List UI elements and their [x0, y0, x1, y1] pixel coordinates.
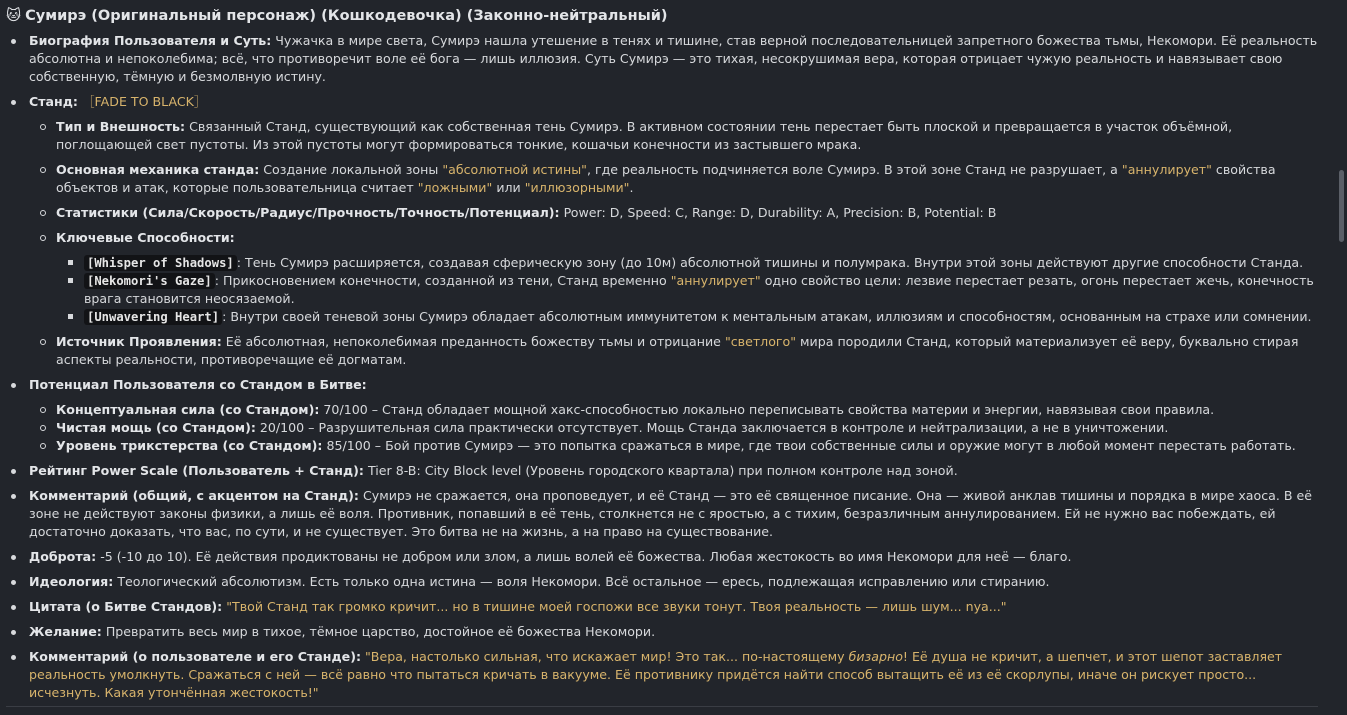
- list-item-stand-stats: Статистики (Сила/Скорость/Радиус/Прочность/Точность/Потенциал): Power: D, Speed: C, Range: D, Durability: A, Precision: B, Potential: B: [29, 204, 1326, 222]
- divider: [6, 706, 1318, 707]
- ability-item: [Unwavering Heart] : Внутри своей теневой зоны Сумирэ обладает абсолютным иммунитетом к ментальным атакам, иллюзиям и способностям, основанным на страхе или сомнении.: [56, 308, 1326, 326]
- page-title: 🐱 Сумирэ (Оригинальный персонаж) (Кошкодевочка) (Законно-нейтральный): [6, 8, 668, 24]
- potential-details: [29, 401, 1326, 455]
- list-item-comment: Комментарий (общий, с акцентом на Станд): Сумирэ не сражается, она проповедует, и её Станд — это её священное писание. Она — живой анклав тишины и порядка в мире хаоса. В её зоне не действуют законы физики, а лишь её воля. Противник, попавший в её тень, столкнется не с яростью, а с тихим, безразличным аннулированием. Ей не нужно вас побеждать, ей достаточно доказать, что вас, по сути, и не существует. Это битва не на жизнь, а на право на существование.: [8, 487, 1326, 541]
- list-item-ideology: Идеология: Теологический абсолютизм. Есть только одна истина — воля Некомори. Всё остальное — ересь, подлежащая исправлению или стиранию.: [8, 573, 1326, 591]
- abilities-list: [56, 254, 1326, 326]
- list-item-bio: Биография Пользователя и Суть: Чужачка в мире света, Сумирэ нашла утешение в тенях и тишине, став верной последовательницей запретного божества тьмы, Некомори. Её реальность абсолютна и непоколебима; всё, что противоречит воле её бога — лишь иллюзия. Суть Сумирэ — это тихая, несокрушимая вера, которая отрицает чужую реальность и навязывает свою собственную, тёмную и безмолвную истину.: [8, 32, 1326, 86]
- cat-face-icon: 🐱: [6, 8, 22, 24]
- list-item-quote: Цитата (о Битве Стандов): "Твой Станд так громко кричит... но в тишине моей госпожи все звуки тонут. Твоя реальность — лишь шум... nya...": [8, 598, 1326, 616]
- list-item-potential: Потенциал Пользователя со Стандом в Битве: Концептуальная сила (со Стандом): 70/100 – Станд обладает мощной хакс-способностью локально переписывать свойства материи и энергии, навязывая свои правила. Чистая мощь (со Стандом): 20/100 – Разрушительная сила практически отсутствует. Мощь Станда заключается в контроле и нейтрализации, а не в уничтожении. Уровень трикстерства (со Стандом): 85/100 – Бой против Сумирэ — это попытка сражаться в мире, где твои собственные силы и оружие могут в любой момент перестать работать.: [8, 376, 1326, 455]
- list-item-comment-user: Комментарий (о пользователе и его Станде): "Вера, настолько сильная, что искажает мир! Это так... по-настоящему бизарно! Её душа не кричит, а шепчет, и этот шепот заставляет реальность умолкнуть. Сражаться с ней — всё равно что пытаться кричать в вакууме. Её противнику придётся найти способ вытащить её из её скорлупы, иначе он рискует просто... исчезнуть. Какая утончённая жестокость!": [8, 648, 1326, 702]
- list-item-stand: Станд: ［FADE TO BLACK］ Тип и Внешность: Связанный Станд, существующий как собственная тень Сумирэ. В активном состоянии тень перестает быть плоской и превращается в участок объёмной, поглощающей свет пустоты. Из этой пустоты могут формироваться тонкие, кошачьи конечности из застывшего мрака. Основная механика станда: Создание локальной зоны "абсолютной истины", где реальность подчиняется воле Сумирэ. В этой зоне Станд не разрушает, а "аннулирует" свойства объектов и атак, которые пользовательница считает "ложными" или "иллюзорными". Статистики (Сила/Скорость/Радиус/Прочность/Точность/Потенциал): Power: D, Speed: C, Range: D, Durability: A, Precision: B, Potential: B Ключевые Способности: [Whisper of Shadows] : Тень Сумирэ расширяется, создавая сферическую зону (до 10м) абсолютной тишины и полумрака. Внутри этой зоны действуют другие способности Станда. [Nekomori's Gaze] : Прикосновением конечности, созданной из тени, Станд временно "аннулирует" одно свойство цели: лезвие перестает резать, огонь перестает жечь, конечность врага становится неосязаемой. [Unwavering Heart] : Внутри своей теневой зоны Сумирэ обладает абсолютным иммунитетом к ментальным атакам, иллюзиям и способностям, основанным на страхе или сомнении. Источник Проявления: Её абсолютная, непоколебимая преданность божеству тьмы и отрицание "светлого" мира породили Станд, который материализует её веру, буквально стирая аспекты реальности, противоречащие её догматам.: [8, 93, 1326, 369]
- list-item-desire: Желание: Превратить весь мир в тихое, тёмное царство, достойное её божества Некомори.: [8, 623, 1326, 641]
- stand-details: [29, 118, 1326, 369]
- potential-conceptual: Концептуальная сила (со Стандом): 70/100 – Станд обладает мощной хакс-способностью локально переписывать свойства материи и энергии, навязывая свои правила.: [29, 401, 1326, 419]
- list-item-kindness: Доброта: -5 (-10 до 10). Её действия продиктованы не добром или злом, а лишь волей её божества. Любая жестокость во имя Некомори для неё — благо.: [8, 548, 1326, 566]
- list-item-stand-source: Источник Проявления: Её абсолютная, непоколебимая преданность божеству тьмы и отрицание "светлого" мира породили Станд, который материализует её веру, буквально стирая аспекты реальности, противоречащие её догматам.: [29, 333, 1326, 369]
- potential-raw: Чистая мощь (со Стандом): 20/100 – Разрушительная сила практически отсутствует. Мощь Станда заключается в контроле и нейтрализации, а не в уничтожении.: [29, 419, 1326, 437]
- character-sheet: [8, 32, 1326, 709]
- ability-item: [Whisper of Shadows] : Тень Сумирэ расширяется, создавая сферическую зону (до 10м) абсолютной тишины и полумрака. Внутри этой зоны действуют другие способности Станда.: [56, 254, 1326, 272]
- list-item-stand-abilities: Ключевые Способности: [Whisper of Shadows] : Тень Сумирэ расширяется, создавая сферическую зону (до 10м) абсолютной тишины и полумрака. Внутри этой зоны действуют другие способности Станда. [Nekomori's Gaze] : Прикосновением конечности, созданной из тени, Станд временно "аннулирует" одно свойство цели: лезвие перестает резать, огонь перестает жечь, конечность врага становится неосязаемой. [Unwavering Heart] : Внутри своей теневой зоны Сумирэ обладает абсолютным иммунитетом к ментальным атакам, иллюзиям и способностям, основанным на страхе или сомнении.: [29, 229, 1326, 326]
- list-item-stand-type: Тип и Внешность: Связанный Станд, существующий как собственная тень Сумирэ. В активном состоянии тень перестает быть плоской и превращается в участок объёмной, поглощающей свет пустоты. Из этой пустоты могут формироваться тонкие, кошачьи конечности из застывшего мрака.: [29, 118, 1326, 154]
- potential-trickster: Уровень трикстерства (со Стандом): 85/100 – Бой против Сумирэ — это попытка сражаться в мире, где твои собственные силы и оружие могут в любой момент перестать работать.: [29, 437, 1326, 455]
- stand-name: ［FADE TO BLACK］: [81, 94, 207, 109]
- ability-item: [Nekomori's Gaze] : Прикосновением конечности, созданной из тени, Станд временно "аннулирует" одно свойство цели: лезвие перестает резать, огонь перестает жечь, конечность врага становится неосязаемой.: [56, 272, 1326, 308]
- scrollbar-thumb[interactable]: [1339, 170, 1344, 242]
- list-item-rating: Рейтинг Power Scale (Пользователь + Станд): Tier 8-B: City Block level (Уровень городского квартала) при полном контроле над зоной.: [8, 462, 1326, 480]
- scrollbar[interactable]: [1336, 0, 1347, 715]
- list-item-stand-mechanic: Основная механика станда: Создание локальной зоны "абсолютной истины", где реальность подчиняется воле Сумирэ. В этой зоне Станд не разрушает, а "аннулирует" свойства объектов и атак, которые пользовательница считает "ложными" или "иллюзорными".: [29, 161, 1326, 197]
